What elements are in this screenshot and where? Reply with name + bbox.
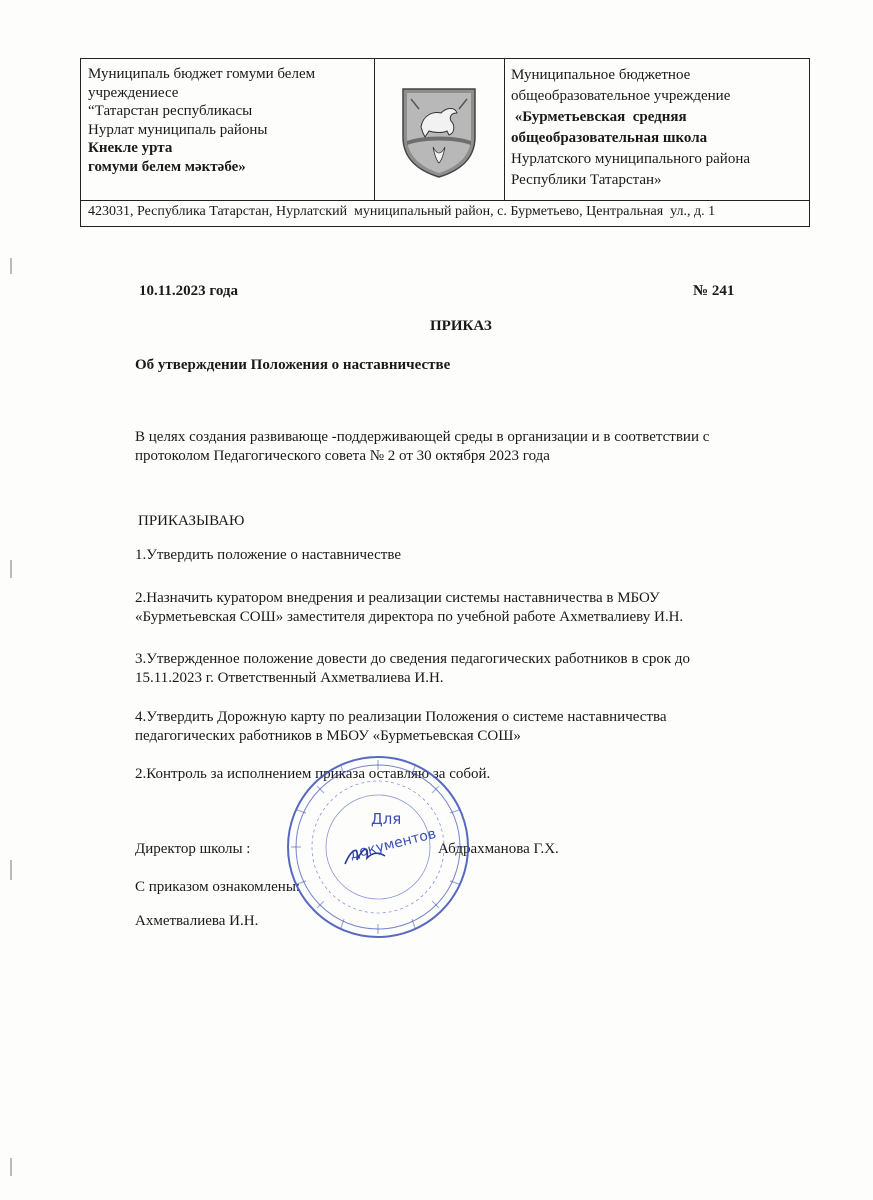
- acquainted-label: С приказом ознакомлены:: [135, 879, 301, 895]
- letterhead-russian: [505, 59, 809, 200]
- preamble-line-1: В целях создания развивающе -поддерживающей среды в организации и в соответствии с: [135, 429, 710, 445]
- scan-mark: [10, 860, 12, 880]
- address-row: 423031, Республика Татарстан, Нурлатский муниципальный район, с. Бурметьево, Центральная ул., д. 1: [81, 200, 809, 227]
- scan-mark: [10, 560, 12, 578]
- letterhead-tatar: [81, 59, 375, 200]
- tatar-line-4: Нурлат муниципаль районы: [88, 121, 268, 138]
- seal-text-1: Для: [371, 810, 402, 828]
- russian-line-2: общеобразовательное учреждение: [511, 88, 731, 104]
- scan-mark: [10, 258, 12, 274]
- item-2-line-2: «Бурметьевская СОШ» заместителя директора по учебной работе Ахметвалиеву И.Н.: [135, 609, 684, 625]
- russian-line-6: Республики Татарстан»: [511, 172, 662, 188]
- item-1: 1.Утвердить положение о наставничестве: [135, 547, 401, 563]
- signature-name: Абдрахманова Г.Х.: [438, 841, 559, 857]
- item-5: 2.Контроль за исполнением приказа оставляю за собой.: [135, 766, 491, 782]
- item-2-line-1: 2.Назначить куратором внедрения и реализации системы наставничества в МБОУ: [135, 590, 660, 606]
- acquainted-name: Ахметвалиева И.Н.: [135, 913, 259, 929]
- tatar-line-3: “Татарстан республикасы: [88, 103, 253, 120]
- coat-of-arms-icon: [399, 85, 479, 179]
- item-4-line-2: педагогических работников в МБОУ «Бурметьевская СОШ»: [135, 728, 521, 744]
- item-3-line-2: 15.11.2023 г. Ответственный Ахметвалиева И.Н.: [135, 670, 444, 686]
- order-date: 10.11.2023 года: [139, 283, 239, 299]
- order-title: ПРИКАЗ: [430, 318, 492, 334]
- tatar-line-2: учреждениесе: [88, 84, 179, 101]
- order-subject: Об утверждении Положения о наставничестве: [135, 357, 451, 373]
- round-seal: [283, 752, 473, 942]
- order-number: № 241: [693, 283, 735, 299]
- item-3-line-1: 3.Утвержденное положение довести до сведения педагогических работников в срок до: [135, 651, 690, 667]
- russian-line-4: общеобразовательная школа: [511, 130, 708, 146]
- decree-word: ПРИКАЗЫВАЮ: [138, 513, 245, 529]
- letterhead-table: [80, 58, 810, 227]
- russian-line-3: «Бурметьевская средняя: [511, 109, 687, 125]
- tatar-line-6: гомуми белем мәктәбе»: [88, 158, 246, 175]
- tatar-line-5: Кнекле урта: [88, 140, 173, 157]
- item-4-line-1: 4.Утвердить Дорожную карту по реализации Положения о системе наставничества: [135, 709, 667, 725]
- preamble-line-2: протоколом Педагогического совета № 2 от 30 октября 2023 года: [135, 448, 550, 464]
- russian-line-1: Муниципальное бюджетное: [511, 67, 691, 83]
- russian-line-5: Нурлатского муниципального района: [511, 151, 751, 167]
- emblem-cell: [375, 59, 505, 200]
- signature-role: Директор школы :: [135, 841, 251, 857]
- tatar-line-1: Муниципаль бюджет гомуми белем: [88, 66, 316, 82]
- seal-text-2: документов: [348, 825, 438, 863]
- scan-mark: [10, 1158, 12, 1176]
